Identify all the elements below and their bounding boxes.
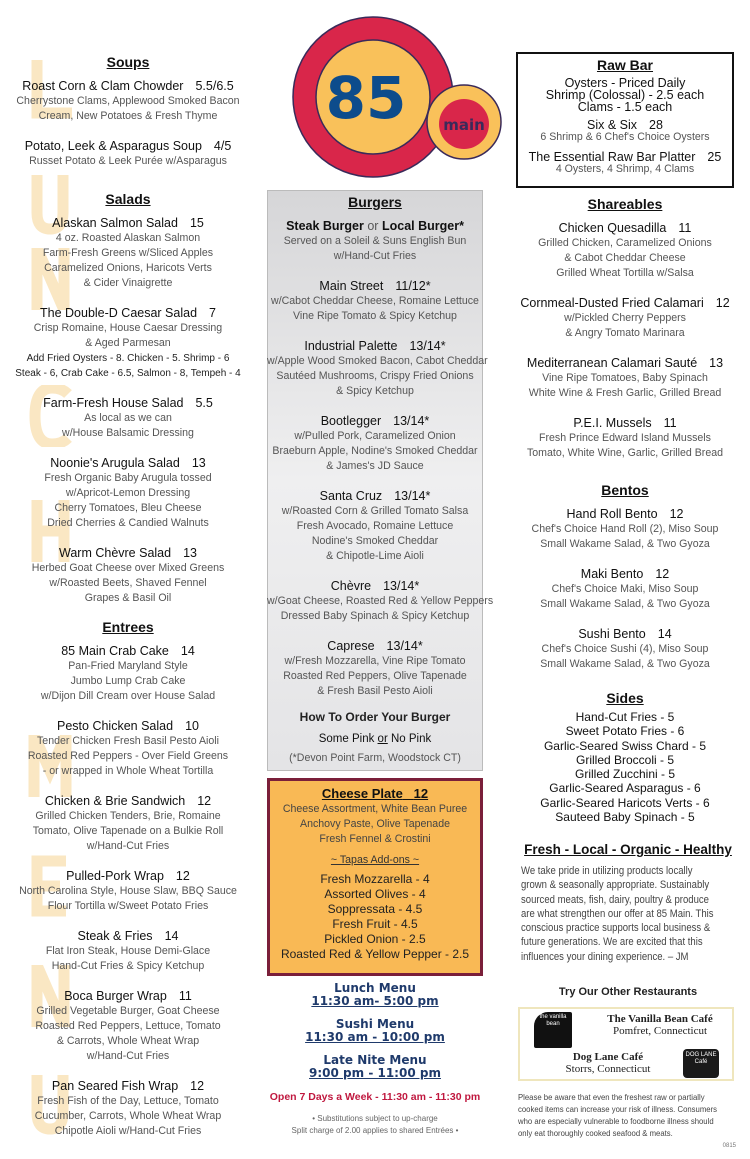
item-addon: Add Fried Oysters - 8. Chicken - 5. Shrimp - 6 <box>26 353 230 364</box>
item-price: 12 <box>669 507 684 521</box>
fresh-text-line: are what strengthen our offer at 85 Main. This <box>521 907 714 920</box>
item-desc: Dressed Baby Spinach & Spicy Ketchup <box>280 610 470 622</box>
item-desc: & Cider Vinaigrette <box>83 277 173 289</box>
item-desc: Fresh Fish of the Day, Lettuce, Tomato <box>37 1095 219 1107</box>
fresh-text-line: conscious practice supports local business & <box>521 922 711 935</box>
item-name: Warm Chèvre Salad <box>59 546 172 560</box>
menu-item <box>510 355 740 401</box>
menu-item <box>0 793 256 854</box>
hours-block <box>267 982 483 1008</box>
raw-bar-line: Shrimp (Colossal) - 2.5 each <box>545 88 705 102</box>
item-name: Farm-Fresh House Salad <box>43 396 184 410</box>
item-name: 85 Main Crab Cake <box>61 644 169 658</box>
side-item: Grilled Zucchini - 5 <box>574 767 676 782</box>
item-desc: Anchovy Paste, Olive Tapenade <box>300 818 450 830</box>
item-desc: Cheese Assortment, White Bean Puree <box>282 803 468 815</box>
logo-text: the vanilla bean <box>539 1014 567 1027</box>
item-desc: Roasted Red Peppers - Over Field Greens <box>27 750 229 762</box>
tapas-item: Assorted Olives - 4 <box>324 887 426 901</box>
hours-name: Lunch Menu <box>334 981 416 995</box>
item-title <box>0 395 256 411</box>
tapas-item: Fresh Fruit - 4.5 <box>332 917 418 931</box>
menu-item <box>267 338 488 399</box>
item-name: Industrial Palette <box>304 339 398 353</box>
item-price: 12 <box>197 794 212 808</box>
menu-item <box>0 395 256 441</box>
item-price: 13/14* <box>383 579 420 593</box>
side-item: Hand-Cut Fries - 5 <box>575 710 675 724</box>
side-item: Sweet Potato Fries - 6 <box>565 724 685 739</box>
restaurant-entry <box>590 1013 730 1037</box>
item-desc: Hand-Cut Fries & Spicy Ketchup <box>51 960 205 972</box>
item-price: 11 <box>178 989 192 1003</box>
item-desc: Crisp Romaine, House Caesar Dressing <box>33 322 223 334</box>
item-desc: w/Cabot Cheddar Cheese, Romaine Lettuce <box>271 295 479 307</box>
item-desc: Tomato, White Wine, Garlic, Grilled Bread <box>526 447 724 459</box>
tapas-item: Fresh Mozzarella - 4 <box>320 872 430 886</box>
item-desc: 4 oz. Roasted Alaskan Salmon <box>55 232 201 244</box>
item-desc: w/House Balsamic Dressing <box>62 427 194 439</box>
disclaimer-line: cooked items can increase your risk of illness. Consumers <box>518 1104 718 1114</box>
section-heading: Salads <box>105 191 151 207</box>
item-title <box>510 626 740 642</box>
disclaimer <box>518 1091 738 1139</box>
item-title <box>0 215 256 231</box>
item-name: The Double-D Caesar Salad <box>40 306 198 320</box>
burger-list <box>267 278 494 699</box>
item-desc: Cucumber, Carrots, Whole Wheat Wrap <box>34 1110 222 1122</box>
item-name: Local Burger* <box>381 219 464 233</box>
item-title <box>0 78 256 94</box>
side-item: Grilled Broccoli - 5 <box>575 752 675 767</box>
section-heading: Fresh - Local - Organic - Healthy <box>524 842 732 857</box>
menu-item <box>267 278 483 324</box>
disclaimer-line: only eat thoroughly cooked seafood & meats. <box>518 1128 673 1138</box>
side-item: Sauteed Baby Spinach - 5 <box>555 810 695 825</box>
item-name: Mediterranean Calamari Sauté <box>526 356 698 370</box>
item-desc: Herbed Goat Cheese over Mixed Greens <box>31 562 225 574</box>
item-desc: Tomato, Olive Tapenade on a Bulkie Roll <box>32 825 224 837</box>
burgers-section <box>267 192 494 766</box>
item-price: 15 <box>189 216 204 230</box>
item-title <box>267 413 483 429</box>
item-title <box>510 566 740 582</box>
menu-item <box>510 506 740 552</box>
note-line: Split charge of 2.00 applies to shared Entrées • <box>291 1126 459 1135</box>
sides-section <box>510 688 740 824</box>
salads-section <box>0 189 256 620</box>
open-days-label: Open 7 Days a Week <box>269 1091 373 1103</box>
menu-item <box>267 413 483 474</box>
item-desc: Small Wakame Salad, & Two Gyoza <box>540 658 710 670</box>
restaurant-name: The Vanilla Bean Café <box>607 1013 713 1025</box>
item-desc: Braeburn Apple, Nodine's Smoked Cheddar <box>272 445 478 457</box>
item-desc: Chipotle Aioli w/Hand-Cut Fries <box>54 1125 202 1137</box>
disclaimer-line: Please be aware that even the freshest raw or partially <box>518 1092 705 1102</box>
item-desc: North Carolina Style, House Slaw, BBQ Sauce <box>19 885 237 897</box>
item-desc: Caramelized Onions, Haricots Verts <box>44 262 212 274</box>
fresh-text-line: influences your dining experience. – JM <box>521 950 689 963</box>
item-desc: Chef's Choice Sushi (4), Miso Soup <box>541 643 709 655</box>
item-name: Chèvre <box>330 579 372 593</box>
item-desc: w/Apricot-Lemon Dressing <box>65 487 191 499</box>
item-name: The Essential Raw Bar Platter <box>528 150 696 164</box>
or-text: or <box>377 733 388 745</box>
item-price: 13 <box>183 546 197 560</box>
menu-item <box>0 545 256 606</box>
item-addon: Steak - 6, Crab Cake - 6.5, Salmon - 8, Tempeh - 4 <box>15 368 241 379</box>
item-title <box>0 643 256 659</box>
logo-number: 85 <box>325 64 407 132</box>
item-desc: Small Wakame Salad, & Two Gyoza <box>540 598 710 610</box>
menu-item <box>0 868 256 914</box>
menu-item <box>510 626 740 672</box>
item-desc: & Carrots, Whole Wheat Wrap <box>56 1035 200 1047</box>
item-name: Alaskan Salmon Salad <box>52 216 178 230</box>
item-title <box>510 415 740 431</box>
item-desc: Grilled Wheat Tortilla w/Salsa <box>556 267 694 279</box>
item-price: 11/12* <box>395 279 431 293</box>
item-title <box>267 638 483 654</box>
item-desc: Roasted Red Peppers, Lettuce, Tomato <box>35 1020 221 1032</box>
item-name: Cheese Plate <box>321 786 403 801</box>
item-desc: w/Hand-Cut Fries <box>86 1050 170 1062</box>
menu-item <box>0 138 256 169</box>
item-desc: Chef's Choice Maki, Miso Soup <box>551 583 699 595</box>
item-price: 13/14* <box>393 414 430 428</box>
menu-item <box>267 638 483 699</box>
section-heading: Bentos <box>601 482 649 498</box>
item-title <box>267 278 483 294</box>
raw-bar-lines <box>516 77 734 113</box>
item-desc: Vine Ripe Tomatoes, Baby Spinach <box>542 372 708 384</box>
item-desc: Cream, New Potatoes & Fresh Thyme <box>38 110 218 122</box>
menu-item <box>0 988 256 1064</box>
pink-options <box>267 731 483 747</box>
raw-bar-list <box>516 119 734 175</box>
item-title <box>0 928 256 944</box>
item-price: 13/14* <box>394 489 431 503</box>
item-title <box>267 218 483 234</box>
hours-block <box>267 1018 483 1044</box>
item-price: 13 <box>191 456 206 470</box>
item-price: 5.5 <box>195 396 213 410</box>
vanilla-bean-logo <box>534 1012 572 1048</box>
section-heading: Burgers <box>348 194 402 210</box>
restaurant-location: Storrs, Connecticut <box>565 1063 651 1075</box>
item-name: Chicken & Brie Sandwich <box>44 794 186 808</box>
item-desc: White Wine & Fresh Garlic, Grilled Bread <box>528 387 722 399</box>
item-price: 4/5 <box>213 139 232 153</box>
fresh-text-line: future generations. We are excited that this <box>521 936 703 949</box>
cheese-section <box>267 785 483 962</box>
item-desc: w/Pickled Cherry Peppers <box>564 312 686 324</box>
shareables-section <box>510 194 740 475</box>
item-name: Main Street <box>319 279 384 293</box>
item-price: 7 <box>209 306 216 320</box>
item-desc: w/Hand-Cut Fries <box>333 250 417 262</box>
restaurants-box <box>518 1007 734 1081</box>
section-heading: Sides <box>606 690 644 706</box>
side-item: Garlic-Seared Asparagus - 6 <box>549 781 701 796</box>
item-name: Sushi Bento <box>578 627 646 641</box>
item-name: Chicken Quesadilla <box>558 221 667 235</box>
farm-note: (*Devon Point Farm, Woodstock CT) <box>289 752 461 764</box>
item-title <box>510 220 740 236</box>
section-heading: Soups <box>106 54 150 70</box>
hours-name: Late Nite Menu <box>323 1053 427 1067</box>
item-desc: Tender Chicken Fresh Basil Pesto Aioli <box>37 735 219 747</box>
item-price: 12 <box>175 869 190 883</box>
item-title <box>267 338 483 354</box>
menu-item <box>267 578 494 624</box>
item-desc: Fresh Fennel & Crostini <box>319 833 431 845</box>
hours-list <box>267 982 483 1080</box>
fresh-text <box>510 864 746 964</box>
item-title <box>0 455 256 471</box>
item-title <box>0 868 256 884</box>
item-desc: w/Fresh Mozzarella, Vine Ripe Tomato <box>284 655 466 667</box>
item-title <box>0 988 256 1004</box>
item-price: 5.5/6.5 <box>195 79 234 93</box>
item-name: Noonie's Arugula Salad <box>50 456 180 470</box>
hours-time: 11:30 am- 5:00 pm <box>311 994 439 1008</box>
side-item: Garlic-Seared Swiss Chard - 5 <box>543 738 707 753</box>
or-text: or <box>367 219 379 233</box>
item-price: 12 <box>715 296 730 310</box>
item-desc: & Fresh Basil Pesto Aioli <box>317 685 433 697</box>
item-desc: & Cabot Cheddar Cheese <box>564 252 686 264</box>
item-desc: As local as we can <box>84 412 172 424</box>
item-desc: Flat Iron Steak, House Demi-Glace <box>45 945 211 957</box>
item-desc: Fresh Avocado, Romaine Lettuce <box>296 520 454 532</box>
section-heading: Raw Bar <box>596 57 654 73</box>
item-desc: Fresh Organic Baby Arugula tossed <box>44 472 212 484</box>
item-title <box>516 151 734 163</box>
hours-name: Sushi Menu <box>335 1017 415 1031</box>
item-title <box>510 506 740 522</box>
logo-word: main <box>443 116 485 134</box>
hours-block <box>267 1054 483 1080</box>
item-name: Six & Six <box>587 118 638 132</box>
order-title: How To Order Your Burger <box>299 710 451 724</box>
menu-item <box>0 78 256 124</box>
item-price: 14 <box>164 929 179 943</box>
raw-bar-line: Oysters - Priced Daily <box>564 76 686 90</box>
item-desc: Sautéed Mushrooms, Crispy Fried Onions <box>276 370 474 382</box>
raw-bar-section <box>516 55 734 183</box>
item-title <box>0 545 256 561</box>
item-title <box>510 295 740 311</box>
menu-item <box>516 119 734 143</box>
item-desc: Small Wakame Salad, & Two Gyoza <box>540 538 710 550</box>
pink-option: No Pink <box>390 733 432 745</box>
item-price: 13/14* <box>386 639 423 653</box>
item-name: Steak Burger <box>286 219 364 233</box>
menu-item <box>267 218 483 264</box>
menu-code: 0815 <box>722 1143 736 1149</box>
item-name: Boca Burger Wrap <box>64 989 167 1003</box>
item-desc: w/Pulled Pork, Caramelized Onion <box>294 430 456 442</box>
item-desc: Grilled Vegetable Burger, Goat Cheese <box>36 1005 220 1017</box>
item-price: 12 <box>655 567 670 581</box>
item-name: Pulled-Pork Wrap <box>66 869 164 883</box>
item-desc: Served on a Soleil & Suns English Bun <box>283 235 467 247</box>
item-price: 11 <box>663 416 677 430</box>
item-name: Roast Corn & Clam Chowder <box>22 79 184 93</box>
item-name: Pan Seared Fish Wrap <box>51 1079 179 1093</box>
menu-item <box>510 415 740 461</box>
item-price: 12 <box>190 1079 205 1093</box>
hours-section <box>267 982 483 1137</box>
item-desc: Jumbo Lump Crab Cake <box>70 675 186 687</box>
soups-section <box>0 52 256 183</box>
tapas-item: Pickled Onion - 2.5 <box>324 932 426 946</box>
fresh-section <box>510 840 746 998</box>
item-title <box>0 1078 256 1094</box>
tapas-title: ~ Tapas Add-ons ~ <box>330 854 420 866</box>
item-desc: Dried Cherries & Candied Walnuts <box>47 517 209 529</box>
open-days <box>250 1090 500 1104</box>
item-title <box>267 578 483 594</box>
item-name: Pesto Chicken Salad <box>57 719 174 733</box>
item-desc: Vine Ripe Tomato & Spicy Ketchup <box>293 310 457 322</box>
item-title <box>267 488 483 504</box>
note-line: • Substitutions subject to up-charge <box>312 1114 438 1123</box>
item-desc: 4 Oysters, 4 Shrimp, 4 Clams <box>555 163 695 175</box>
item-desc: w/Dijon Dill Cream over House Salad <box>40 690 216 702</box>
open-hours: - 11:30 am - 11:30 pm <box>372 1091 481 1103</box>
tapas-list <box>267 872 483 962</box>
notes <box>267 1113 483 1137</box>
menu-item <box>0 928 256 974</box>
item-name: Hand Roll Bento <box>566 507 658 521</box>
menu-item <box>0 455 256 531</box>
disclaimer-line: who are especially vulnerable to foodborne illness should <box>518 1116 714 1126</box>
item-desc: Cherry Tomatoes, Bleu Cheese <box>54 502 202 514</box>
restaurants-heading: Try Our Other Restaurants <box>558 986 698 999</box>
item-price: 28 <box>649 118 663 132</box>
item-desc: Grilled Chicken Tenders, Brie, Romaine <box>35 810 221 822</box>
tapas-item: Roasted Red & Yellow Pepper - 2.5 <box>280 947 470 961</box>
item-title <box>0 793 256 809</box>
raw-bar-line: Clams - 1.5 each <box>577 100 673 114</box>
item-price: 14 <box>657 627 672 641</box>
fresh-text-line: sourced meats, fish, dairy, poultry & produce <box>521 893 709 906</box>
pink-option: Some Pink <box>318 733 375 745</box>
item-desc: w/Roasted Beets, Shaved Fennel <box>49 577 207 589</box>
item-title <box>267 785 483 802</box>
item-desc: w/Hand-Cut Fries <box>86 840 170 852</box>
item-price: 11 <box>678 221 692 235</box>
item-desc: Cherrystone Clams, Applewood Smoked Bacon <box>16 95 240 107</box>
menu-item <box>510 220 740 281</box>
item-title <box>516 119 734 131</box>
item-desc: Russet Potato & Leek Purée w/Asparagus <box>29 155 227 167</box>
item-price: 10 <box>185 719 199 733</box>
menu-item <box>0 305 256 381</box>
restaurant-name: Dog Lane Café <box>572 1051 644 1063</box>
entrees-section <box>0 617 256 1153</box>
item-title <box>0 718 256 734</box>
item-price: 14 <box>180 644 195 658</box>
item-desc: w/Goat Cheese, Roasted Red & Yellow Peppers <box>267 595 494 607</box>
item-desc: & Angry Tomato Marinara <box>565 327 685 339</box>
bentos-section <box>510 480 740 686</box>
item-desc: w/Roasted Corn & Grilled Tomato Salsa <box>281 505 469 517</box>
item-desc: & Chipotle-Lime Aioli <box>326 550 424 562</box>
tapas-item: Soppressata - 4.5 <box>327 902 423 916</box>
item-desc: w/Apple Wood Smoked Bacon, Cabot Cheddar <box>267 355 488 367</box>
item-desc: & Aged Parmesan <box>85 337 171 349</box>
item-name: Potato, Leek & Asparagus Soup <box>24 139 202 153</box>
cheese-desc <box>267 802 483 847</box>
item-title <box>0 138 256 154</box>
fresh-text-line: We take pride in utilizing products locally <box>521 865 693 877</box>
item-name: P.E.I. Mussels <box>573 416 652 430</box>
menu-item <box>0 1078 256 1139</box>
menu-item <box>0 643 256 704</box>
logo-text: DOG LANE Café <box>685 1052 717 1065</box>
menu-item <box>516 151 734 175</box>
item-desc: Grapes & Basil Oil <box>84 592 172 604</box>
item-desc: Pan-Fried Maryland Style <box>68 660 188 672</box>
item-name: Santa Cruz <box>319 489 383 503</box>
menu-item <box>510 295 740 341</box>
item-name: Cornmeal-Dusted Fried Calamari <box>520 296 704 310</box>
item-desc: Grilled Chicken, Caramelized Onions <box>538 237 712 249</box>
item-desc: & James's JD Sauce <box>326 460 424 472</box>
fresh-text-line: grown & seasonally appropriate. Sustainably <box>521 879 710 892</box>
item-price: 12 <box>413 786 429 801</box>
item-name: Bootlegger <box>320 414 382 428</box>
item-desc: & Spicy Ketchup <box>336 385 414 397</box>
menu-item <box>267 488 483 564</box>
item-desc: Flour Tortilla w/Sweet Potato Fries <box>47 900 209 912</box>
item-desc: Roasted Red Peppers, Olive Tapenade <box>283 670 467 682</box>
item-desc: Chef's Choice Hand Roll (2), Miso Soup <box>531 523 719 535</box>
item-name: Caprese <box>327 639 375 653</box>
item-desc: Nodine's Smoked Cheddar <box>311 535 439 547</box>
section-heading: Entrees <box>102 619 154 635</box>
hours-time: 9:00 pm - 11:00 pm <box>309 1066 441 1080</box>
item-title <box>510 355 740 371</box>
menu-item <box>510 566 740 612</box>
item-price: 13 <box>709 356 724 370</box>
85-main-logo <box>290 14 510 184</box>
item-name: Maki Bento <box>580 567 644 581</box>
restaurant-entry <box>548 1051 668 1075</box>
section-heading: Shareables <box>587 196 663 212</box>
item-desc: 6 Shrimp & 6 Chef's Choice Oysters <box>540 131 710 143</box>
side-item: Garlic-Seared Haricots Verts - 6 <box>540 795 710 810</box>
menu-item <box>0 718 256 779</box>
item-price: 25 <box>707 150 722 164</box>
item-title <box>0 305 256 321</box>
hours-time: 11:30 am - 10:00 pm <box>305 1030 445 1044</box>
sides-list <box>510 710 740 824</box>
item-desc: Farm-Fresh Greens w/Sliced Apples <box>42 247 214 259</box>
item-name: Steak & Fries <box>77 929 153 943</box>
menu-item <box>0 215 256 291</box>
item-price: 13/14* <box>409 339 446 353</box>
restaurant-location: Pomfret, Connecticut <box>612 1025 708 1037</box>
item-desc: Fresh Prince Edward Island Mussels <box>539 432 711 444</box>
item-desc: - or wrapped in Whole Wheat Tortilla <box>42 765 214 777</box>
dog-lane-logo <box>683 1049 719 1078</box>
